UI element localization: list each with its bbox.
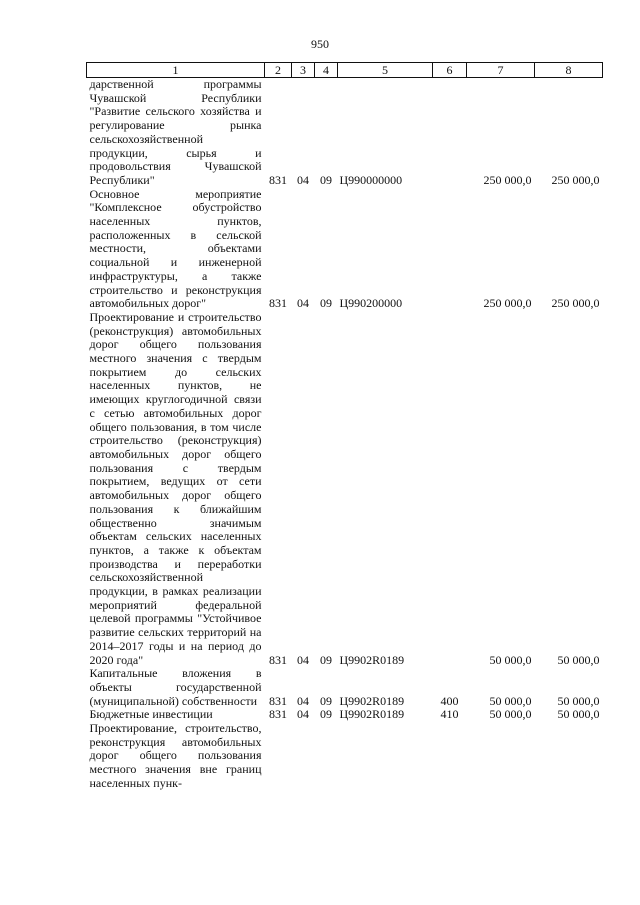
sum-year-1: 250 000,0 [483,296,532,311]
sum-year-2 [535,722,603,791]
table-row [87,708,603,722]
budget-table [86,62,603,791]
target-article-code: Ц990200000 [339,296,403,311]
header-col-2: 2 [265,63,292,78]
row-name: Основное мероприятие "Комплексное обустройство населенных пунктов, расположенных в сельской местности, объектами социальной и инженерной инфраструктуры, а также строительство и реконструкция автомобильных дорог" [89,186,262,311]
row-name-cell [87,722,265,791]
sum-year-1: 250 000,0 [483,172,532,187]
sum-year-1: 50 000,0 [489,652,532,667]
table-row [87,722,603,791]
subsection-code: 09 [320,693,332,708]
section-code: 04 [297,652,309,667]
section-code: 04 [297,707,309,722]
row-name: Капитальные вложения в объекты государственной (муниципальной) собственности [89,666,262,708]
row-name: Проектирование, строительство, реконструкция автомобильных дорог общего пользования местного значения вне границ населенных пунк- [89,721,262,790]
expense-type-code [433,722,467,791]
row-name: Проектирование и строительство (реконструкция) автомобильных дорог общего пользования местного значения с твердым покрытием до сельских населенных пунктов, не имеющих круглогодичной связи с сетью автомобильных дорог общего пользования, в том числе строительство (реконструкция) автомобильных дорог общего пользования с твердым покрытием, ведущих от сети автомобильных дорог общего пользования к ближайшим общественно значимым объектам сельских населенных пунктов, а также к объектам производства и переработки сельскохозяйственной продукции, в рамках реализации мероприятий федеральной целевой программы "Устойчивое развитие сельских территорий на 2014–2017 годы и на период до 2020 года" [89,309,262,667]
expense-type-code [433,311,467,667]
row-name: дарственной программы Чувашской Республики "Развитие сельского хозяйства и регулирование рынка сельскохозяйственной продукции, сырья и продовольствия Чувашской Республики" [89,77,262,187]
target-article-code: Ц9902R0189 [339,707,405,722]
section-code [292,722,315,791]
table-row [87,311,603,667]
section-code: 04 [297,693,309,708]
target-article-code: Ц9902R0189 [339,652,405,667]
expense-type-code [433,78,467,188]
expense-type-code: 410 [440,707,459,722]
table-header [87,63,603,78]
target-article-code [338,722,433,791]
ministry-code: 831 [269,172,287,187]
ministry-code: 831 [269,652,287,667]
subsection-code: 09 [320,707,332,722]
row-name-cell [87,311,265,667]
header-col-8: 8 [535,63,603,78]
subsection-code: 09 [320,296,332,311]
header-col-3: 3 [292,63,315,78]
sum-year-2: 50 000,0 [557,652,600,667]
table-body [87,78,603,791]
target-article-code: Ц9902R0189 [339,693,405,708]
subsection-code: 09 [320,652,332,667]
header-col-5: 5 [338,63,433,78]
row-name-cell [87,188,265,311]
sum-year-2: 250 000,0 [551,296,600,311]
ministry-code: 831 [269,707,287,722]
row-name-cell [87,667,265,708]
sum-year-2: 250 000,0 [551,172,600,187]
sum-year-1: 50 000,0 [489,693,532,708]
ministry-code: 831 [269,693,287,708]
header-col-7: 7 [467,63,535,78]
sum-year-2: 50 000,0 [557,707,600,722]
section-code: 04 [297,172,309,187]
section-code: 04 [297,296,309,311]
table-row [87,667,603,708]
expense-type-code [433,188,467,311]
table-row [87,78,603,188]
header-col-6: 6 [433,63,467,78]
sum-year-1: 50 000,0 [489,707,532,722]
target-article-code: Ц990000000 [339,172,403,187]
row-name: Бюджетные инвестиции [89,707,213,722]
header-col-1: 1 [87,63,265,78]
row-name-cell [87,78,265,188]
sum-year-1 [467,722,535,791]
subsection-code: 09 [320,172,332,187]
ministry-code: 831 [269,296,287,311]
subsection-code [315,722,338,791]
expense-type-code: 400 [440,693,459,708]
table-row [87,188,603,311]
sum-year-2: 50 000,0 [557,693,600,708]
row-name-cell [87,708,265,722]
page-number: 950 [311,37,329,51]
ministry-code [265,722,292,791]
header-col-4: 4 [315,63,338,78]
header-row [87,63,603,78]
